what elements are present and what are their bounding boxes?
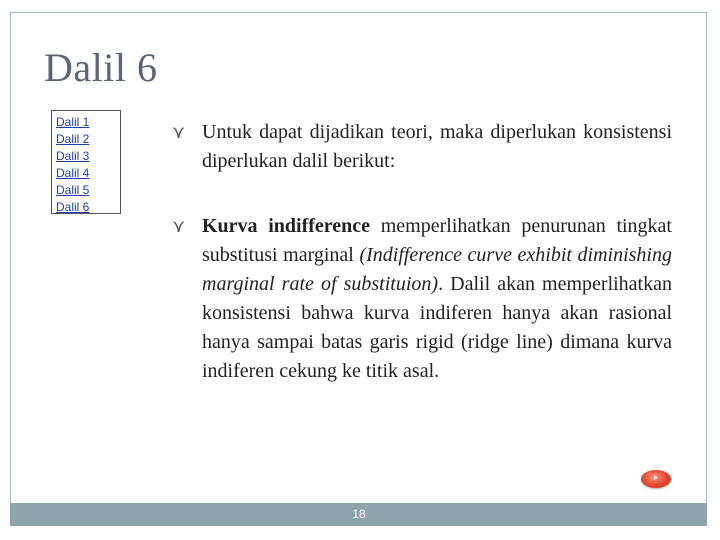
bullet-italic-text: (Indifference curve exhibit diminishing marginal rate of substituion) <box>202 244 672 295</box>
bullet-text: . Dalil akan memperlihatkan konsistensi bahwa kurva indiferen hanya akan rasional hanya sampai batas garis rigid (ridge line) dimana kurva indiferen cekung ke titik asal. <box>202 273 672 382</box>
next-slide-icon: ▸ <box>653 473 659 483</box>
bullet-item <box>172 212 672 386</box>
y-caret-bullet-icon: ⋎ <box>172 216 186 237</box>
nav-link-dalil-2[interactable]: Dalil 2 <box>56 132 90 146</box>
content-bullets <box>172 118 672 386</box>
bullet-text: Untuk dapat dijadikan teori, maka diperlukan konsistensi diperlukan dalil berikut: <box>202 121 672 172</box>
bullet-bold-term: Kurva indifference <box>202 215 371 237</box>
y-caret-bullet-icon: ⋎ <box>172 122 186 143</box>
nav-link-dalil-6[interactable]: Dalil 6 <box>56 200 90 214</box>
nav-link-dalil-1[interactable]: Dalil 1 <box>56 115 90 129</box>
page-number: 18 <box>352 507 366 521</box>
dalil-nav <box>51 110 121 214</box>
nav-link-dalil-5[interactable]: Dalil 5 <box>56 183 90 197</box>
nav-link-dalil-4[interactable]: Dalil 4 <box>56 166 90 180</box>
bullet-item <box>172 118 672 176</box>
slide-title: Dalil 6 <box>44 45 158 90</box>
bullet-text: memperlihatkan penurunan tingkat substitusi marginal <box>202 215 672 266</box>
next-slide-button[interactable] <box>641 470 671 488</box>
nav-link-dalil-3[interactable]: Dalil 3 <box>56 149 90 163</box>
